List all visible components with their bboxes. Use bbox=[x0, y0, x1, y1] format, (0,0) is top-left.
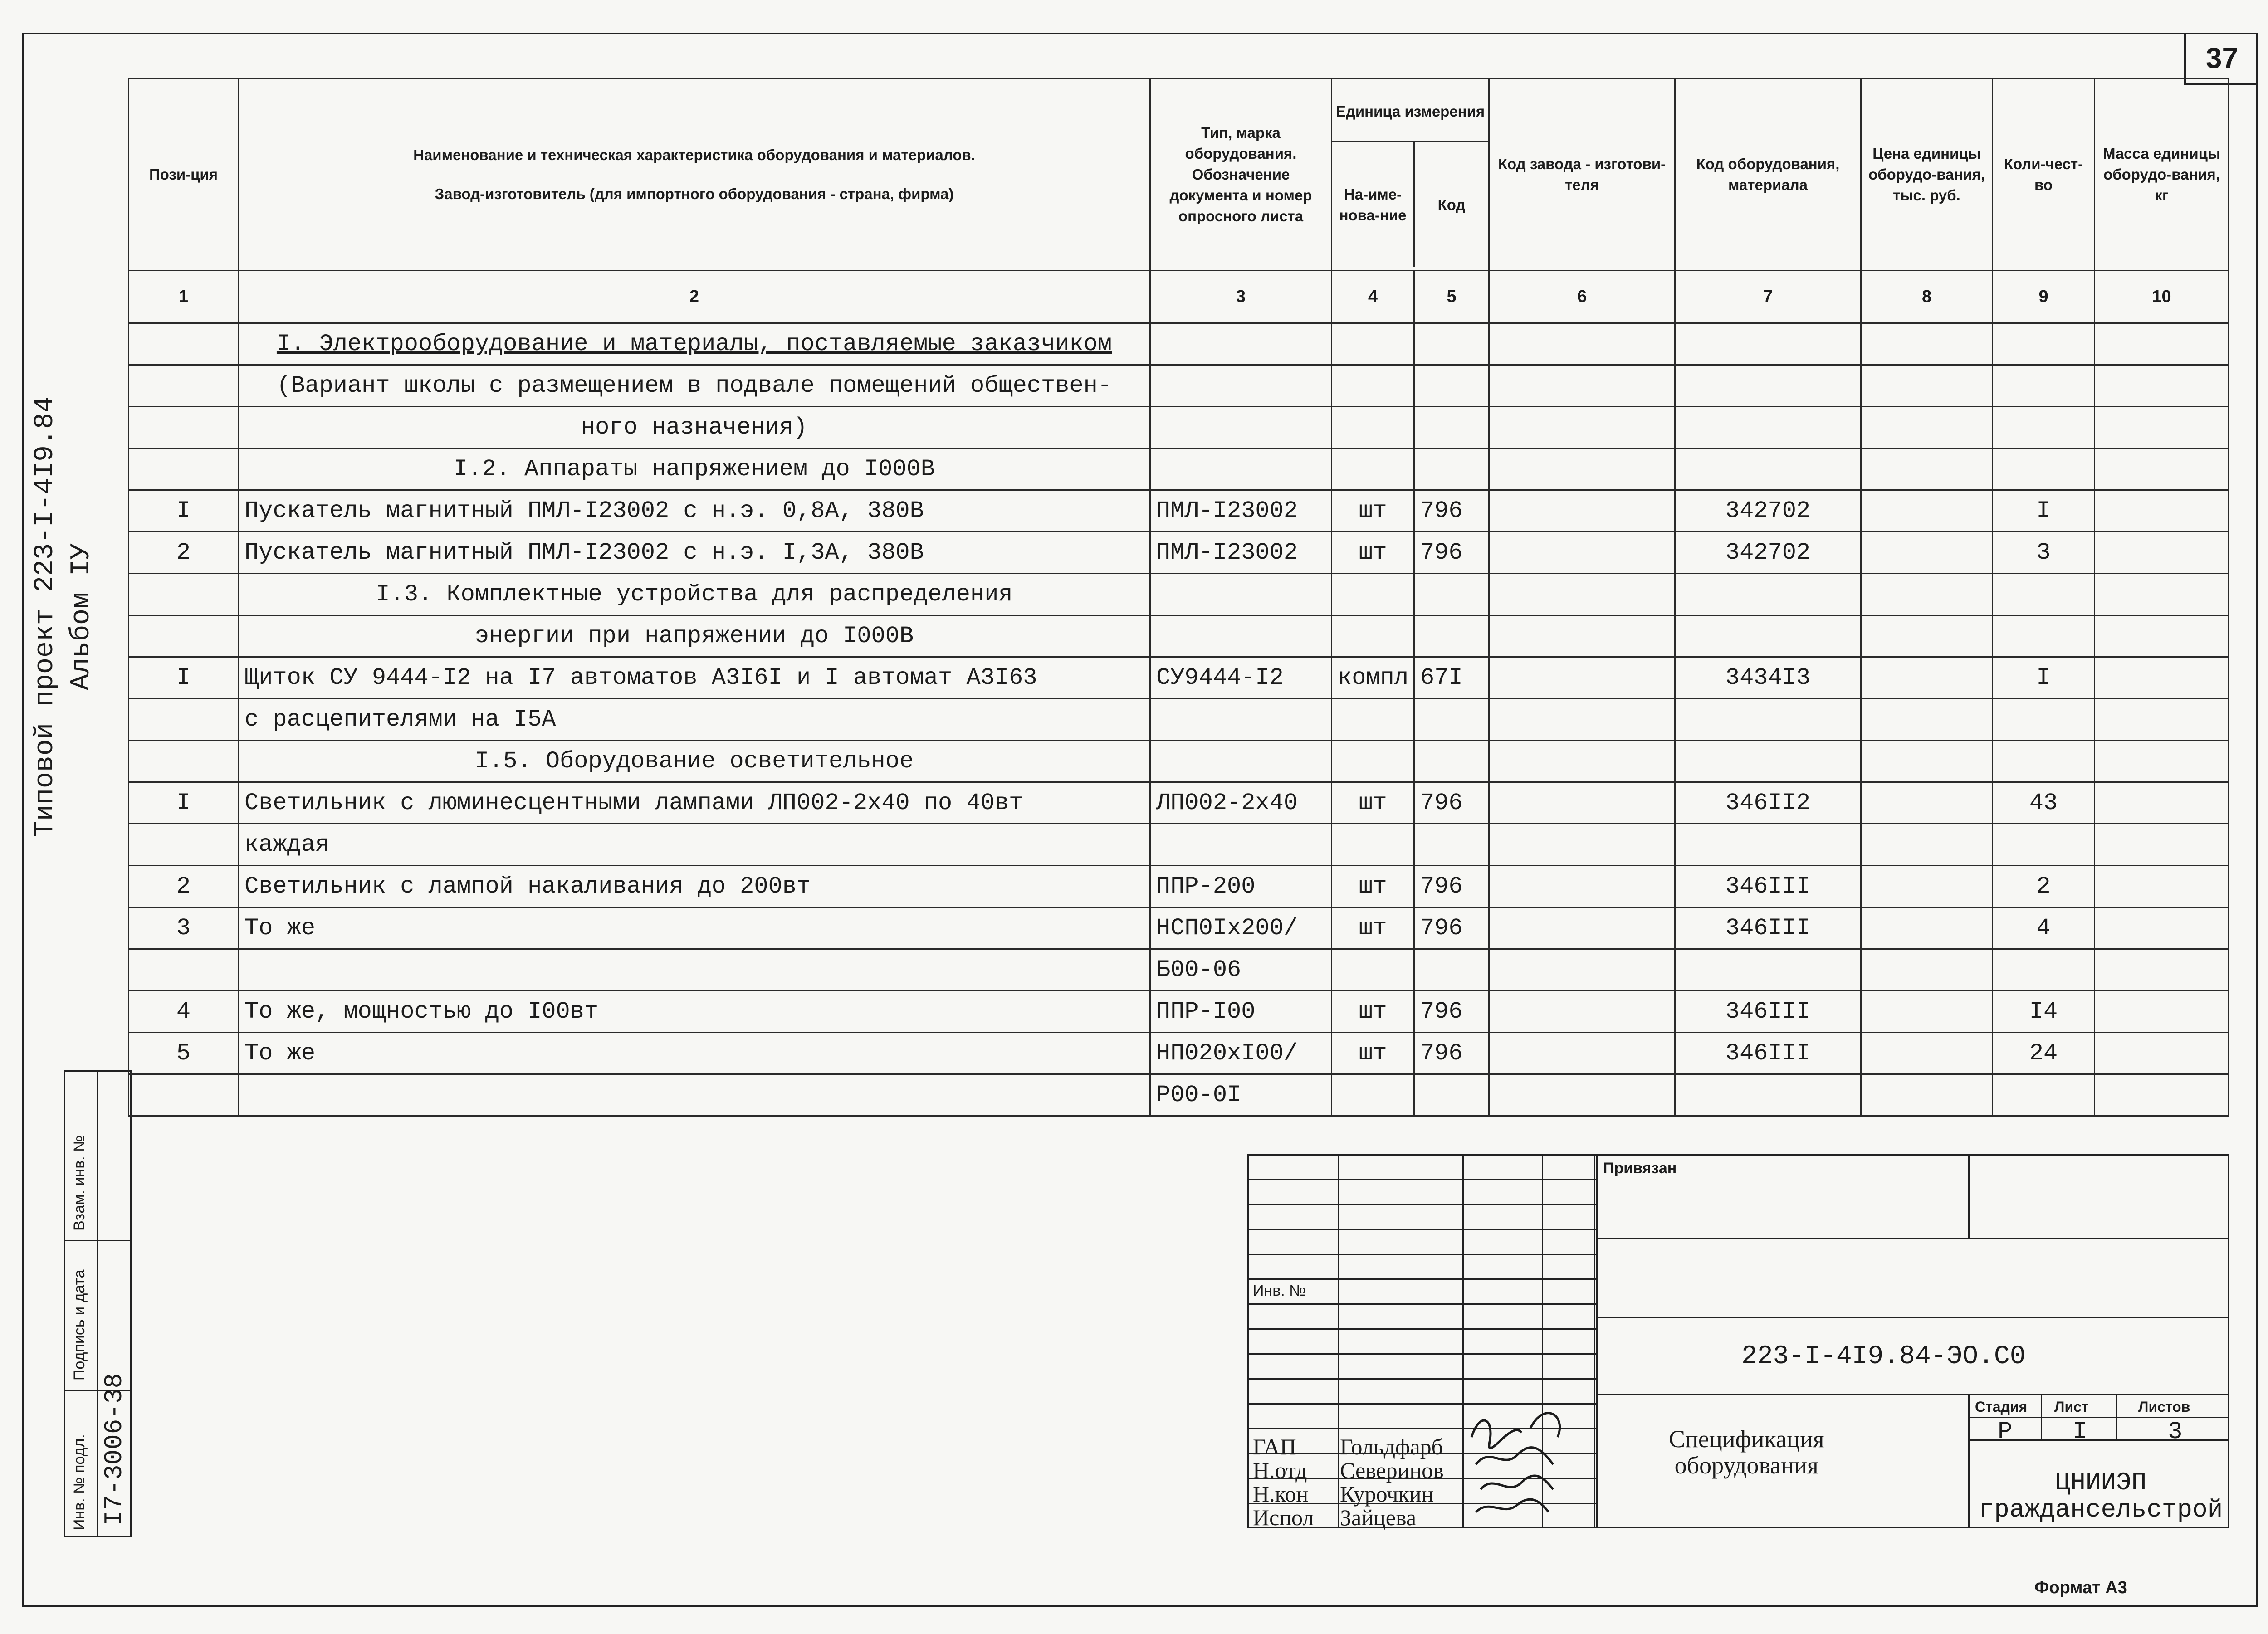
cell-type-mark bbox=[1150, 699, 1332, 741]
cell-type-mark bbox=[1150, 449, 1332, 490]
cell-price bbox=[1861, 615, 1993, 657]
cell-unit: шт bbox=[1332, 866, 1414, 907]
cell-quantity: 2 bbox=[1993, 866, 2095, 907]
cell-position bbox=[129, 699, 239, 741]
cell-mass bbox=[2095, 949, 2229, 991]
cell-price bbox=[1861, 699, 1993, 741]
document-title-line2: оборудования bbox=[1674, 1452, 1818, 1479]
cell-factory-code bbox=[1489, 615, 1675, 657]
cell-mass bbox=[2095, 490, 2229, 532]
sheets-value: 3 bbox=[2168, 1418, 2183, 1446]
cell-type-mark: ПМЛ-I23002 bbox=[1150, 490, 1332, 532]
organization-line1: ЦНИИЭП bbox=[2055, 1468, 2147, 1497]
section-title: ного назначения) bbox=[581, 414, 808, 441]
cell-unit-code bbox=[1414, 699, 1489, 741]
cell-price bbox=[1861, 490, 1993, 532]
cell-unit: шт bbox=[1332, 532, 1414, 574]
cell-equipment-code bbox=[1675, 741, 1861, 782]
column-number-7: 7 bbox=[1675, 271, 1861, 323]
cell-mass bbox=[2095, 699, 2229, 741]
cell-unit bbox=[1332, 949, 1414, 991]
cell-type-mark: Б00-06 bbox=[1150, 949, 1332, 991]
cell-price bbox=[1861, 866, 1993, 907]
header-factory-code: Код завода - изготови-теля bbox=[1489, 79, 1675, 271]
cell-unit bbox=[1332, 574, 1414, 615]
cell-unit bbox=[1332, 824, 1414, 866]
cell-price bbox=[1861, 949, 1993, 991]
table-row bbox=[129, 532, 2229, 574]
signature-marks bbox=[1462, 1392, 1594, 1528]
cell-price bbox=[1861, 365, 1993, 407]
section-title: энергии при напряжении до I000В bbox=[474, 623, 914, 649]
cell-price bbox=[1861, 991, 1993, 1033]
cell-factory-code bbox=[1489, 574, 1675, 615]
header-name-line2: Завод-изготовитель (для импортного оборудования - страна, фирма) bbox=[435, 185, 954, 202]
cell-equipment-code bbox=[1675, 323, 1861, 365]
cell-unit-code bbox=[1414, 407, 1489, 449]
cell-name: То же bbox=[239, 907, 1150, 949]
header-unit-group-label: Единица измерения bbox=[1332, 82, 1488, 142]
table-row bbox=[129, 866, 2229, 907]
column-number-1: 1 bbox=[129, 271, 239, 323]
cell-position: 2 bbox=[129, 866, 239, 907]
cell-unit-code: 796 bbox=[1414, 1033, 1489, 1074]
cell-price bbox=[1861, 657, 1993, 699]
cell-unit-code bbox=[1414, 1074, 1489, 1116]
cell-unit: шт bbox=[1332, 991, 1414, 1033]
cell-position: 3 bbox=[129, 907, 239, 949]
cell-position bbox=[129, 1074, 239, 1116]
attached-label: Привязан bbox=[1603, 1160, 1677, 1177]
cell-mass bbox=[2095, 1033, 2229, 1074]
specification-table bbox=[128, 78, 2229, 1117]
cell-unit-code: 796 bbox=[1414, 991, 1489, 1033]
cell-unit-code bbox=[1414, 824, 1489, 866]
table-row bbox=[129, 949, 2229, 991]
cell-quantity bbox=[1993, 365, 2095, 407]
document-code: 223-I-4I9.84-ЭО.С0 bbox=[1741, 1342, 2026, 1371]
cell-name bbox=[239, 741, 1150, 782]
side-project-line1: Типовой проект 223-I-4I9.84 bbox=[30, 396, 61, 838]
sheet-number: 37 bbox=[2184, 33, 2258, 85]
cell-type-mark bbox=[1150, 824, 1332, 866]
inventory-stamp bbox=[64, 1070, 132, 1537]
section-row bbox=[129, 323, 2229, 365]
sheet-label: Лист bbox=[2054, 1399, 2089, 1415]
cell-quantity: 43 bbox=[1993, 782, 2095, 824]
cell-price bbox=[1861, 907, 1993, 949]
column-number-9: 9 bbox=[1993, 271, 2095, 323]
stamp-label-replace: Взам. инв. № bbox=[71, 1135, 88, 1231]
table-row bbox=[129, 824, 2229, 866]
cell-unit-code: 67I bbox=[1414, 657, 1489, 699]
cell-factory-code bbox=[1489, 407, 1675, 449]
cell-unit-code: 796 bbox=[1414, 866, 1489, 907]
cell-name: Светильник с люминесцентными лампами ЛП002-2х40 по 40вт bbox=[239, 782, 1150, 824]
column-number-2: 2 bbox=[239, 271, 1150, 323]
cell-unit: шт bbox=[1332, 907, 1414, 949]
stage-label: Стадия bbox=[1975, 1399, 2028, 1415]
table-row bbox=[129, 782, 2229, 824]
cell-equipment-code bbox=[1675, 824, 1861, 866]
cell-position bbox=[129, 449, 239, 490]
cell-name: Пускатель магнитный ПМЛ-I23002 с н.э. 0,8А, 380В bbox=[239, 490, 1150, 532]
cell-price bbox=[1861, 574, 1993, 615]
signer-role: Испол bbox=[1253, 1505, 1314, 1530]
section-row bbox=[129, 449, 2229, 490]
stamp-label-sign: Подпись и дата bbox=[71, 1269, 88, 1380]
cell-type-mark: НСП0Iх200/ bbox=[1150, 907, 1332, 949]
cell-type-mark: СУ9444-I2 bbox=[1150, 657, 1332, 699]
section-row bbox=[129, 574, 2229, 615]
cell-name bbox=[239, 615, 1150, 657]
cell-factory-code bbox=[1489, 490, 1675, 532]
specification-body bbox=[129, 323, 2229, 1116]
cell-position bbox=[129, 741, 239, 782]
cell-mass bbox=[2095, 407, 2229, 449]
cell-unit-code bbox=[1414, 574, 1489, 615]
section-row bbox=[129, 741, 2229, 782]
cell-factory-code bbox=[1489, 657, 1675, 699]
cell-mass bbox=[2095, 323, 2229, 365]
cell-position bbox=[129, 365, 239, 407]
organization-line2: граждансельстрой bbox=[1979, 1495, 2223, 1524]
cell-type-mark bbox=[1150, 574, 1332, 615]
cell-unit: шт bbox=[1332, 782, 1414, 824]
cell-equipment-code: 342702 bbox=[1675, 490, 1861, 532]
cell-position bbox=[129, 824, 239, 866]
cell-quantity: I bbox=[1993, 657, 2095, 699]
header-type-mark: Тип, марка оборудования. Обозначение документа и номер опросного листа bbox=[1150, 79, 1332, 271]
cell-position bbox=[129, 323, 239, 365]
cell-equipment-code: 346III bbox=[1675, 1033, 1861, 1074]
signer-name: Северинов bbox=[1340, 1458, 1444, 1483]
cell-mass bbox=[2095, 741, 2229, 782]
cell-name: То же bbox=[239, 1033, 1150, 1074]
header-equipment-code: Код оборудования, материала bbox=[1675, 79, 1861, 271]
sheet-value: I bbox=[2072, 1418, 2087, 1446]
stamp-label-inv: Инв. № подл. bbox=[71, 1434, 88, 1530]
cell-name bbox=[239, 365, 1150, 407]
cell-price bbox=[1861, 741, 1993, 782]
header-unit-group bbox=[1332, 79, 1489, 271]
cell-name bbox=[239, 407, 1150, 449]
table-row bbox=[129, 699, 2229, 741]
signer-name: Зайцева bbox=[1340, 1505, 1417, 1530]
header-name-line1: Наименование и техническая характеристика оборудования и материалов. bbox=[413, 146, 975, 163]
header-position: Пози-ция bbox=[129, 79, 239, 271]
column-number-3: 3 bbox=[1150, 271, 1332, 323]
cell-unit-code bbox=[1414, 615, 1489, 657]
cell-equipment-code bbox=[1675, 365, 1861, 407]
cell-type-mark: Р00-0I bbox=[1150, 1074, 1332, 1116]
cell-quantity bbox=[1993, 824, 2095, 866]
cell-name: Светильник с лампой накаливания до 200вт bbox=[239, 866, 1150, 907]
cell-unit-code bbox=[1414, 365, 1489, 407]
header-unit-name: На-име-нова-ние bbox=[1332, 142, 1415, 267]
cell-unit-code: 796 bbox=[1414, 490, 1489, 532]
cell-mass bbox=[2095, 991, 2229, 1033]
cell-type-mark bbox=[1150, 615, 1332, 657]
cell-price bbox=[1861, 407, 1993, 449]
cell-quantity bbox=[1993, 615, 2095, 657]
cell-position: 2 bbox=[129, 532, 239, 574]
cell-mass bbox=[2095, 532, 2229, 574]
header-quantity: Коли-чест-во bbox=[1993, 79, 2095, 271]
cell-factory-code bbox=[1489, 365, 1675, 407]
cell-name bbox=[239, 574, 1150, 615]
cell-equipment-code bbox=[1675, 449, 1861, 490]
table-row bbox=[129, 490, 2229, 532]
header-name bbox=[239, 79, 1150, 271]
header-unit-code: Код bbox=[1437, 196, 1466, 213]
cell-quantity bbox=[1993, 407, 2095, 449]
cell-name: Пускатель магнитный ПМЛ-I23002 с н.э. I,3А, 380В bbox=[239, 532, 1150, 574]
cell-factory-code bbox=[1489, 907, 1675, 949]
sheets-label: Листов bbox=[2138, 1399, 2190, 1415]
signer-role: Н.кон bbox=[1253, 1481, 1309, 1507]
cell-unit bbox=[1332, 365, 1414, 407]
section-title: I.3. Комплектные устройства для распределения bbox=[376, 581, 1013, 608]
cell-type-mark bbox=[1150, 407, 1332, 449]
column-number-row bbox=[129, 271, 2229, 323]
cell-equipment-code bbox=[1675, 699, 1861, 741]
cell-mass bbox=[2095, 449, 2229, 490]
cell-position: I bbox=[129, 782, 239, 824]
cell-position: 5 bbox=[129, 1033, 239, 1074]
cell-equipment-code: 342702 bbox=[1675, 532, 1861, 574]
table-row bbox=[129, 1074, 2229, 1116]
cell-mass bbox=[2095, 866, 2229, 907]
cell-quantity: I4 bbox=[1993, 991, 2095, 1033]
cell-mass bbox=[2095, 1074, 2229, 1116]
table-row bbox=[129, 907, 2229, 949]
cell-type-mark: ЛП002-2х40 bbox=[1150, 782, 1332, 824]
section-row bbox=[129, 407, 2229, 449]
cell-factory-code bbox=[1489, 991, 1675, 1033]
column-number-6: 6 bbox=[1489, 271, 1675, 323]
cell-equipment-code: 346III bbox=[1675, 991, 1861, 1033]
cell-mass bbox=[2095, 574, 2229, 615]
cell-unit: шт bbox=[1332, 1033, 1414, 1074]
document-title-line1: Спецификация bbox=[1669, 1425, 1824, 1453]
cell-equipment-code bbox=[1675, 574, 1861, 615]
cell-type-mark: ППР-I00 bbox=[1150, 991, 1332, 1033]
cell-type-mark bbox=[1150, 365, 1332, 407]
table-row bbox=[129, 1033, 2229, 1074]
cell-type-mark: ПМЛ-I23002 bbox=[1150, 532, 1332, 574]
cell-equipment-code: 346III bbox=[1675, 866, 1861, 907]
cell-quantity: I bbox=[1993, 490, 2095, 532]
cell-price bbox=[1861, 824, 1993, 866]
section-title: I.2. Аппараты напряжением до I000В bbox=[454, 456, 935, 483]
format-label: Формат А3 bbox=[2034, 1578, 2127, 1597]
cell-name: каждая bbox=[239, 824, 1150, 866]
cell-name bbox=[239, 323, 1150, 365]
signer-name: Гольдфарб bbox=[1340, 1434, 1443, 1459]
cell-equipment-code: 346III bbox=[1675, 907, 1861, 949]
cell-name bbox=[239, 949, 1150, 991]
section-title: I. Электрооборудование и материалы, поставляемые заказчиком bbox=[276, 331, 1112, 357]
cell-quantity: 3 bbox=[1993, 532, 2095, 574]
cell-price bbox=[1861, 323, 1993, 365]
section-row bbox=[129, 365, 2229, 407]
cell-unit-code bbox=[1414, 741, 1489, 782]
cell-unit-code: 796 bbox=[1414, 532, 1489, 574]
cell-factory-code bbox=[1489, 323, 1675, 365]
table-row bbox=[129, 657, 2229, 699]
cell-factory-code bbox=[1489, 866, 1675, 907]
cell-equipment-code bbox=[1675, 949, 1861, 991]
cell-type-mark bbox=[1150, 323, 1332, 365]
cell-equipment-code bbox=[1675, 1074, 1861, 1116]
side-project-title bbox=[27, 345, 100, 889]
cell-factory-code bbox=[1489, 949, 1675, 991]
cell-factory-code bbox=[1489, 699, 1675, 741]
signer-name: Курочкин bbox=[1340, 1481, 1434, 1507]
cell-unit bbox=[1332, 323, 1414, 365]
cell-type-mark bbox=[1150, 741, 1332, 782]
title-block bbox=[1247, 1154, 2229, 1528]
cell-unit bbox=[1332, 449, 1414, 490]
section-title: I.5. Оборудование осветительное bbox=[474, 748, 914, 775]
cell-unit: компл bbox=[1332, 657, 1414, 699]
cell-factory-code bbox=[1489, 782, 1675, 824]
cell-unit bbox=[1332, 699, 1414, 741]
cell-factory-code bbox=[1489, 1033, 1675, 1074]
cell-unit bbox=[1332, 1074, 1414, 1116]
cell-name: Щиток СУ 9444-I2 на I7 автоматов А3I6I и I автомат А3I63 bbox=[239, 657, 1150, 699]
document-title bbox=[1669, 1426, 1824, 1478]
cell-factory-code bbox=[1489, 824, 1675, 866]
cell-factory-code bbox=[1489, 741, 1675, 782]
cell-unit-code: 796 bbox=[1414, 782, 1489, 824]
cell-unit bbox=[1332, 407, 1414, 449]
cell-price bbox=[1861, 1074, 1993, 1116]
cell-quantity bbox=[1993, 741, 2095, 782]
cell-mass bbox=[2095, 657, 2229, 699]
cell-unit bbox=[1332, 741, 1414, 782]
cell-quantity bbox=[1993, 449, 2095, 490]
cell-position bbox=[129, 615, 239, 657]
cell-position: 4 bbox=[129, 991, 239, 1033]
cell-position: I bbox=[129, 657, 239, 699]
cell-unit: шт bbox=[1332, 490, 1414, 532]
section-title: (Вариант школы с размещением в подвале помещений обществен- bbox=[276, 372, 1112, 399]
cell-name: То же, мощностью до I00вт bbox=[239, 991, 1150, 1033]
header-mass: Масса единицы оборудо-вания, кг bbox=[2095, 79, 2229, 271]
inv-label: Инв. № bbox=[1253, 1282, 1306, 1299]
cell-equipment-code: 346II2 bbox=[1675, 782, 1861, 824]
cell-price bbox=[1861, 532, 1993, 574]
side-project-line2: Альбом IУ bbox=[66, 543, 97, 691]
cell-mass bbox=[2095, 782, 2229, 824]
cell-price bbox=[1861, 449, 1993, 490]
cell-position bbox=[129, 574, 239, 615]
table-header-row bbox=[129, 79, 2229, 271]
cell-quantity: 24 bbox=[1993, 1033, 2095, 1074]
cell-quantity bbox=[1993, 949, 2095, 991]
table-row bbox=[129, 991, 2229, 1033]
cell-name bbox=[239, 1074, 1150, 1116]
stage-value: Р bbox=[1998, 1418, 2013, 1446]
cell-unit-code bbox=[1414, 323, 1489, 365]
signer-role: ГАП bbox=[1253, 1434, 1296, 1459]
column-number-10: 10 bbox=[2095, 271, 2229, 323]
cell-mass bbox=[2095, 365, 2229, 407]
signer-role: Н.отд bbox=[1253, 1458, 1307, 1483]
cell-price bbox=[1861, 782, 1993, 824]
cell-unit-code bbox=[1414, 449, 1489, 490]
cell-mass bbox=[2095, 615, 2229, 657]
cell-unit-code: 796 bbox=[1414, 907, 1489, 949]
cell-factory-code bbox=[1489, 1074, 1675, 1116]
cell-name bbox=[239, 449, 1150, 490]
cell-quantity: 4 bbox=[1993, 907, 2095, 949]
cell-quantity bbox=[1993, 323, 2095, 365]
cell-position bbox=[129, 949, 239, 991]
cell-unit bbox=[1332, 615, 1414, 657]
cell-quantity bbox=[1993, 699, 2095, 741]
section-row bbox=[129, 615, 2229, 657]
cell-price bbox=[1861, 1033, 1993, 1074]
cell-mass bbox=[2095, 824, 2229, 866]
cell-quantity bbox=[1993, 1074, 2095, 1116]
header-price: Цена единицы оборудо-вания, тыс. руб. bbox=[1861, 79, 1993, 271]
cell-type-mark: НП020хI00/ bbox=[1150, 1033, 1332, 1074]
cell-position bbox=[129, 407, 239, 449]
stamp-inv-value: I7-3006-38 bbox=[100, 1373, 129, 1526]
column-number-4: 4 bbox=[1332, 271, 1414, 323]
column-number-8: 8 bbox=[1861, 271, 1993, 323]
cell-equipment-code: 3434I3 bbox=[1675, 657, 1861, 699]
cell-type-mark: ППР-200 bbox=[1150, 866, 1332, 907]
cell-position: I bbox=[129, 490, 239, 532]
cell-mass bbox=[2095, 907, 2229, 949]
cell-unit-code bbox=[1414, 949, 1489, 991]
column-number-5: 5 bbox=[1414, 271, 1489, 323]
cell-factory-code bbox=[1489, 449, 1675, 490]
organization bbox=[1977, 1469, 2224, 1523]
cell-equipment-code bbox=[1675, 407, 1861, 449]
cell-quantity bbox=[1993, 574, 2095, 615]
cell-name: с расцепителями на I5А bbox=[239, 699, 1150, 741]
cell-equipment-code bbox=[1675, 615, 1861, 657]
cell-factory-code bbox=[1489, 532, 1675, 574]
